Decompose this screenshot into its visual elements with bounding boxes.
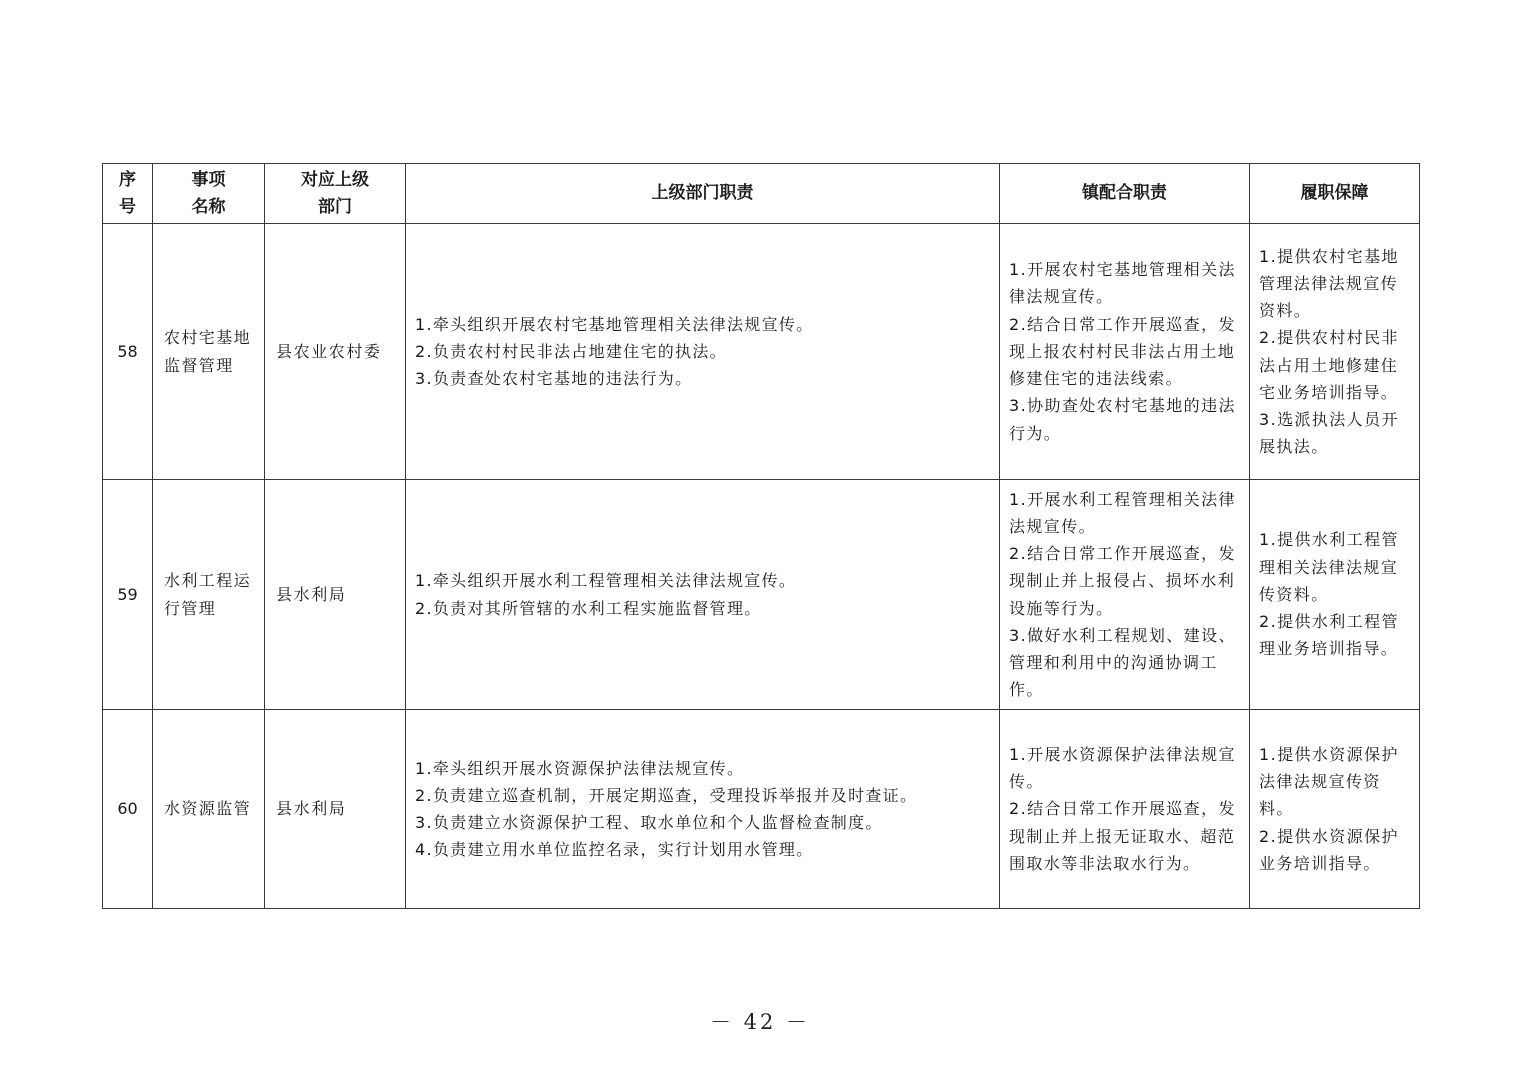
- header-no: 序 号: [103, 164, 153, 224]
- row-upper-duties: [406, 480, 1000, 710]
- table-header-row: [103, 164, 1420, 224]
- duty-item: 3.做好水利工程规划、建设、管理和利用中的沟通协调工作。: [1009, 625, 1236, 700]
- duty-item: 1.开展农村宅基地管理相关法律法规宣传。: [1009, 260, 1236, 307]
- row-dept: 县农业农村委: [265, 224, 406, 480]
- header-town-duties: 镇配合职责: [1000, 164, 1250, 224]
- duty-item: 2.结合日常工作开展巡查，发现制止并上报侵占、损坏水利设施等行为。: [1009, 544, 1236, 618]
- duty-item: 1.开展水资源保护法律法规宣传。: [1009, 744, 1236, 792]
- duty-item: 2.结合日常工作开展巡查，发现制止并上报无证取水、超范围取水等非法取水行为。: [1009, 799, 1236, 873]
- duty-item: 3.负责建立水资源保护工程、取水单位和个人监督检查制度。: [415, 813, 883, 832]
- table-row: [103, 224, 1420, 480]
- row-town-duties: [1000, 480, 1250, 710]
- table-row: [103, 480, 1420, 710]
- duty-item: 1.牵头组织开展农村宅基地管理相关法律法规宣传。: [415, 314, 814, 334]
- duty-item: 3.选派执法人员开展执法。: [1259, 409, 1399, 457]
- header-dept: 对应上级 部门: [265, 164, 406, 224]
- duty-item: 2.负责农村村民非法占地建住宅的执法。: [415, 341, 727, 361]
- duty-item: 3.负责查处农村宅基地的违法行为。: [415, 369, 693, 389]
- duty-item: 3.协助查处农村宅基地的违法行为。: [1009, 396, 1236, 443]
- row-guarantee: [1250, 224, 1420, 480]
- header-name: 事项 名称: [153, 164, 265, 224]
- duty-item: 1.开展水利工程管理相关法律法规宣传。: [1009, 489, 1236, 536]
- duty-item: 1.牵头组织开展水资源保护法律法规宣传。: [415, 758, 745, 778]
- duty-item: 2.负责对其所管辖的水利工程实施监督管理。: [415, 598, 762, 618]
- table-row: [103, 710, 1420, 909]
- row-guarantee: [1250, 480, 1420, 710]
- duty-item: 1.提供农村宅基地管理法律法规宣传资料。: [1259, 246, 1399, 321]
- duty-item: 2.结合日常工作开展巡查，发现上报农村村民非法占用土地修建住宅的违法线索。: [1009, 314, 1236, 389]
- duty-item: 2.提供水利工程管理业务培训指导。: [1259, 612, 1399, 659]
- duty-item: 1.提供水资源保护法律法规宣传资料。: [1259, 744, 1399, 819]
- row-no: 58: [103, 224, 153, 480]
- duty-item: 1.牵头组织开展水利工程管理相关法律法规宣传。: [415, 571, 797, 591]
- row-dept: 县水利局: [265, 710, 406, 909]
- duty-table: [102, 163, 1420, 909]
- row-town-duties: [1000, 710, 1250, 909]
- row-no: 59: [103, 480, 153, 710]
- page-number: － 42 －: [709, 1010, 811, 1034]
- row-town-duties: [1000, 224, 1250, 480]
- row-name: 农村宅基地监督管理: [153, 224, 265, 480]
- row-guarantee: [1250, 710, 1420, 909]
- duty-item: 2.提供农村村民非法占用土地修建住宅业务培训指导。: [1259, 328, 1399, 402]
- duty-item: 2.负责建立巡查机制，开展定期巡查，受理投诉举报并及时查证。: [415, 785, 918, 805]
- header-guarantee: 履职保障: [1250, 164, 1420, 224]
- header-upper-duties: 上级部门职责: [406, 164, 1000, 224]
- row-no: 60: [103, 710, 153, 909]
- duty-item: 4.负责建立用水单位监控名录，实行计划用水管理。: [415, 840, 814, 860]
- row-dept: 县水利局: [265, 480, 406, 710]
- duty-item: 2.提供水资源保护业务培训指导。: [1259, 826, 1399, 873]
- row-upper-duties: [406, 710, 1000, 909]
- row-upper-duties: [406, 224, 1000, 480]
- row-name: 水利工程运行管理: [153, 480, 265, 710]
- row-name: 水资源监管: [153, 710, 265, 909]
- duty-item: 1.提供水利工程管理相关法律法规宣传资料。: [1259, 530, 1399, 604]
